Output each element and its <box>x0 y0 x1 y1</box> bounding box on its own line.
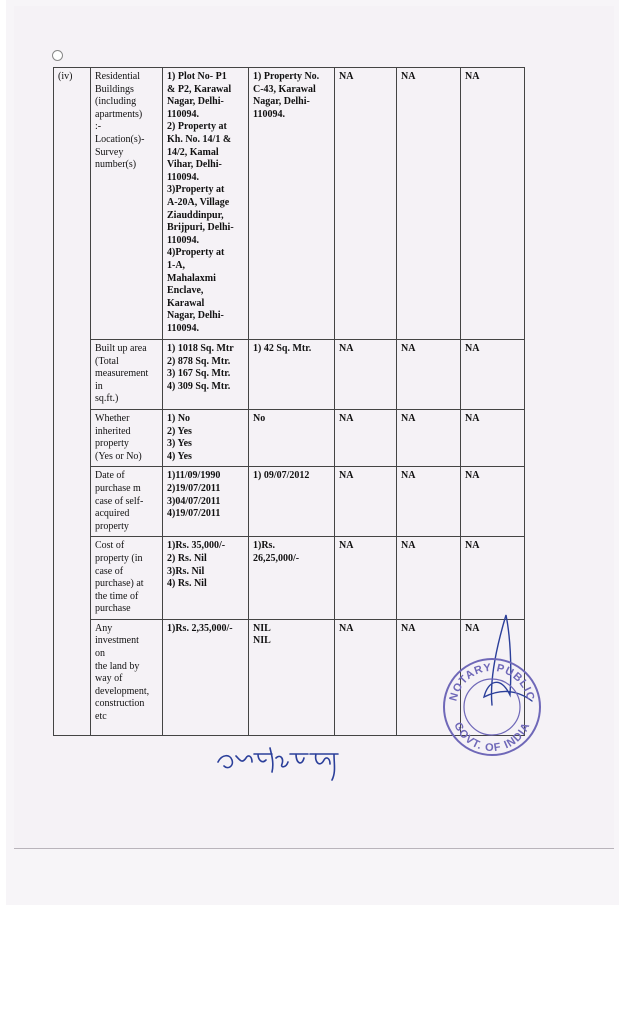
row-label-cell <box>91 68 163 340</box>
dependent-property-cell: NA <box>397 467 461 537</box>
cell-line: C-43, Karawal <box>253 83 316 95</box>
spouse-property-cell <box>249 340 335 410</box>
dependent-property-cell: NA <box>335 537 397 620</box>
cell-line: inherited <box>95 425 131 437</box>
cell-line: No <box>253 412 266 424</box>
cell-line: & P2, Karawal <box>167 83 232 95</box>
cell-line: 110094. <box>253 108 285 120</box>
dependent-property-cell: NA <box>461 340 525 410</box>
cell-line: acquired <box>95 508 130 520</box>
cell-line: 4)19/07/2011 <box>167 508 221 520</box>
cell-line: Kh. No. 14/1 & <box>167 133 232 145</box>
cell-line: 1)11/09/1990 <box>167 470 221 482</box>
cell-line: Date of <box>95 470 125 482</box>
dependent-property-cell: NA <box>461 467 525 537</box>
property-details-table <box>53 67 525 736</box>
cell-line: 3) Yes <box>167 438 192 450</box>
dependent-property-cell: NA <box>335 409 397 466</box>
self-property-cell <box>163 537 249 620</box>
row-label-cell <box>91 537 163 620</box>
cell-line: Survey <box>95 146 124 158</box>
cell-line: property <box>95 520 129 532</box>
cell-line: 1-A, <box>167 259 186 271</box>
cell-line: Location(s)- <box>95 133 145 145</box>
cell-line: purchase <box>95 603 131 615</box>
cell-line: 4) Yes <box>167 450 192 462</box>
spouse-property-cell <box>249 467 335 537</box>
cell-line: 2) Rs. Nil <box>167 552 207 564</box>
cell-line: Any <box>95 622 113 634</box>
cell-line: 3)Property at <box>167 184 225 196</box>
cell-line: 1) No <box>167 412 191 424</box>
cell-line: Vihar, Delhi- <box>167 159 222 171</box>
row-label-cell <box>91 340 163 410</box>
spouse-property-cell <box>249 68 335 340</box>
cell-line: 1) 1018 Sq. Mtr <box>167 343 234 354</box>
cell-line: 1)Rs. 35,000/- <box>167 540 226 552</box>
table-row <box>54 68 525 340</box>
cell-line: A-20A, Village <box>167 196 230 208</box>
cell-line: Enclave, <box>167 285 204 297</box>
dependent-property-cell: NA <box>461 68 525 340</box>
cell-line: (including <box>95 96 137 108</box>
cell-line: case of self- <box>95 495 144 507</box>
dependent-property-cell: NA <box>397 409 461 466</box>
cell-line: :- <box>95 121 102 133</box>
cell-line: Nagar, Delhi- <box>167 96 224 108</box>
cell-line: the time of <box>95 590 139 602</box>
cell-line: 110094. <box>167 234 199 246</box>
dependent-property-cell: NA <box>397 340 461 410</box>
dependent-property-cell: NA <box>461 409 525 466</box>
dependent-property-cell: NA <box>397 68 461 340</box>
cell-line: Residential <box>95 71 140 82</box>
spouse-property-cell <box>249 409 335 466</box>
cell-line: Cost of <box>95 540 125 552</box>
cell-line: (Yes or No) <box>95 450 142 462</box>
cell-line: 4)Property at <box>167 247 225 259</box>
table-row <box>54 467 525 537</box>
cell-line: 110094. <box>167 322 199 334</box>
svg-text:GOVT. OF INDIA <box>451 720 532 754</box>
cell-line: 1) Property No. <box>253 71 320 82</box>
cell-line: NIL <box>253 622 271 634</box>
table-row <box>54 537 525 620</box>
table-row <box>54 340 525 410</box>
row-label-cell <box>91 467 163 537</box>
cell-line: the land by <box>95 660 140 672</box>
dependent-property-cell: NA <box>335 619 397 735</box>
cell-line: 1)Rs. <box>253 540 275 552</box>
cell-line: Ziauddinpur, <box>167 209 224 221</box>
row-number-cell: (iv) <box>54 68 91 736</box>
self-property-cell <box>163 68 249 340</box>
notary-stamp <box>440 655 544 759</box>
cell-line: 3) 167 Sq. Mtr. <box>167 368 231 380</box>
cell-line: apartments) <box>95 108 143 120</box>
self-property-cell <box>163 619 249 735</box>
cell-line: property (in <box>95 552 143 564</box>
cell-line: investment <box>95 635 139 647</box>
dependent-property-cell: NA <box>335 68 397 340</box>
cell-line: Nagar, Delhi- <box>167 310 224 322</box>
cell-line: Built up area <box>95 343 147 354</box>
cell-line: Brijpuri, Delhi- <box>167 222 234 234</box>
cell-line: 3)Rs. Nil <box>167 565 205 577</box>
cell-line: measurement <box>95 368 149 380</box>
cell-line: 1) 09/07/2012 <box>253 470 310 482</box>
spouse-property-cell <box>249 619 335 735</box>
row-label-cell <box>91 619 163 735</box>
self-property-cell <box>163 467 249 537</box>
cell-line: 2)19/07/2011 <box>167 482 221 494</box>
dependent-property-cell: NA <box>335 467 397 537</box>
cell-line: 26,25,000/- <box>253 552 300 564</box>
self-property-cell <box>163 340 249 410</box>
cell-line: 2) Yes <box>167 425 192 437</box>
cell-line: 110094. <box>167 171 199 183</box>
table-row <box>54 409 525 466</box>
cell-line: Buildings <box>95 83 134 95</box>
dependent-property-cell: NA <box>397 537 461 620</box>
cell-line: case of <box>95 565 124 577</box>
cell-line: 4) Rs. Nil <box>167 578 207 590</box>
cell-line: Mahalaxmi <box>167 272 216 284</box>
cell-line: sq.ft.) <box>95 393 119 405</box>
dependent-property-cell: NA <box>461 537 525 620</box>
cell-line: on <box>95 648 105 660</box>
cell-line: way of <box>95 673 123 685</box>
signature <box>212 724 362 784</box>
row-label-cell <box>91 409 163 466</box>
cell-line: 14/2, Kamal <box>167 146 219 158</box>
cell-line: NIL <box>253 635 271 647</box>
cell-line: Karawal <box>167 297 205 309</box>
cell-line: 1)Rs. 2,35,000/- <box>167 622 233 634</box>
cell-line: purchase m <box>95 482 141 494</box>
dependent-property-cell: NA <box>397 619 461 735</box>
dependent-property-cell: NA <box>335 340 397 410</box>
cell-line: property <box>95 438 129 450</box>
cell-line: 2) Property at <box>167 121 227 133</box>
cell-line: 2) 878 Sq. Mtr. <box>167 355 231 367</box>
stamp-top-text: NOTARY PUBLIC <box>447 661 537 703</box>
punch-hole <box>52 50 63 61</box>
cell-line: in <box>95 380 103 392</box>
cell-line: Nagar, Delhi- <box>253 96 310 108</box>
cell-line: construction <box>95 698 145 710</box>
cell-line: purchase) at <box>95 578 144 590</box>
cell-line: 1) 42 Sq. Mtr. <box>253 343 312 354</box>
cell-line: (Total <box>95 355 119 367</box>
cell-line: 4) 309 Sq. Mtr. <box>167 380 231 392</box>
cell-line: number(s) <box>95 159 137 171</box>
cell-line: 110094. <box>167 108 199 120</box>
dependent-property-cell: NA <box>461 619 525 735</box>
cell-line: development, <box>95 685 150 697</box>
cell-line: 3)04/07/2011 <box>167 495 221 507</box>
self-property-cell <box>163 409 249 466</box>
spouse-property-cell <box>249 537 335 620</box>
cell-line: etc <box>95 711 107 723</box>
cell-line: 1) Plot No- P1 <box>167 71 227 82</box>
cell-line: Whether <box>95 412 130 424</box>
stamp-bottom-text: GOVT. OF INDIA <box>451 720 533 755</box>
svg-text:NOTARY PUBLIC <box>447 662 536 703</box>
